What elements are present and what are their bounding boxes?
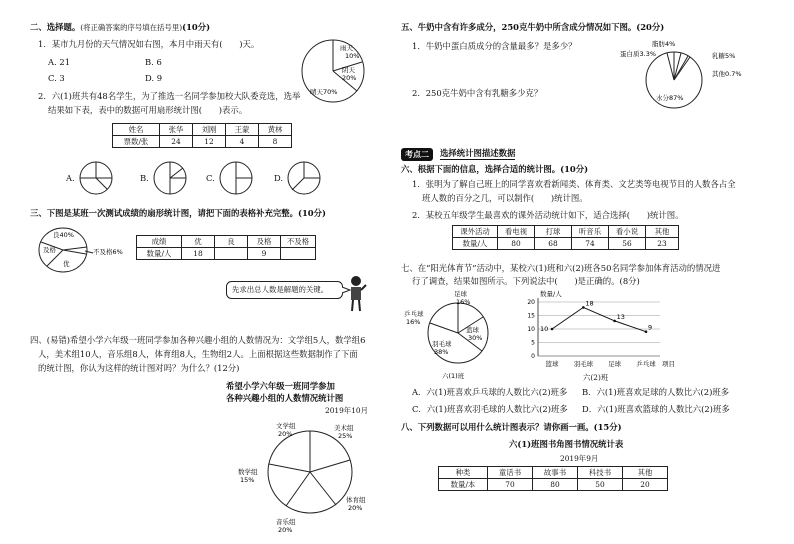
table-header-cell: 听音乐 bbox=[572, 226, 609, 238]
pie-label: 及格 bbox=[43, 246, 56, 254]
table-cell: 票数/张 bbox=[113, 136, 160, 148]
sec5-q2: 2．250克牛奶中含有乳糖多少克？ bbox=[412, 88, 543, 98]
table-header-cell: 科技书 bbox=[578, 467, 623, 479]
pie-caption: 六(1)班 bbox=[442, 372, 465, 380]
table-header-cell: 看电视 bbox=[498, 226, 535, 238]
table-cell: 数量/人 bbox=[453, 238, 498, 250]
table-cell: 8 bbox=[259, 136, 292, 148]
table-header-cell: 看小说 bbox=[609, 226, 646, 238]
sec2-q2-line2: 结果如下表，表中的数据可用扇形统计图( )表示。 bbox=[48, 105, 248, 115]
x-tick-label: 羽毛球 bbox=[573, 360, 594, 368]
sec8-title: 八、下列数据可以用什么统计图表示？请你画一画。(15分) bbox=[401, 422, 622, 432]
table-cell: 12 bbox=[193, 136, 226, 148]
milk-pie-chart bbox=[620, 38, 750, 110]
pie-label: 优 bbox=[63, 260, 70, 268]
pie-label: 体育组 bbox=[346, 496, 366, 504]
weather-pie-chart bbox=[300, 38, 366, 104]
pie-label: 其他0.7% bbox=[712, 70, 742, 78]
table-header-cell: 故事书 bbox=[533, 467, 578, 479]
pie-label: 20% bbox=[348, 504, 363, 512]
pie-label: 不及格6% bbox=[93, 248, 123, 256]
pie-label: 音乐组 bbox=[276, 518, 296, 526]
pie-label: 阴天 bbox=[342, 66, 355, 74]
sec7-opt-c[interactable]: C．六(1)班喜欢羽毛球的人数比六(2)班多 bbox=[412, 404, 568, 414]
series-line bbox=[552, 307, 646, 331]
data-label: 18 bbox=[585, 299, 594, 308]
sec4-chart-title2: 各种兴趣小组的人数情况统计图 bbox=[226, 393, 344, 403]
sec6-q1b: 班人数的百分之几，可以制作( )统计图。 bbox=[422, 193, 588, 203]
pie-label: 20% bbox=[278, 430, 293, 438]
table-cell: 18 bbox=[182, 248, 215, 260]
pie-label: 乒乓球 bbox=[404, 310, 424, 318]
x-tick-label: 篮球 bbox=[545, 360, 559, 368]
book-table bbox=[438, 466, 668, 491]
table-cell: 56 bbox=[609, 238, 646, 250]
sec2-title: 二、选择题。(将正确答案的序号填在括号里)(10分) bbox=[30, 22, 211, 32]
choice-c-label: C. bbox=[206, 173, 215, 183]
teacher-icon bbox=[346, 275, 366, 313]
table-header-cell: 张华 bbox=[160, 124, 193, 136]
table-cell: 68 bbox=[535, 238, 572, 250]
pie-label: 文学组 bbox=[276, 422, 296, 430]
table-cell: 23 bbox=[646, 238, 679, 250]
sec6-title: 六、根据下面的信息，选择合适的统计图。(10分) bbox=[401, 164, 589, 174]
y-tick-label: 15 bbox=[527, 312, 535, 320]
activity-table bbox=[452, 225, 679, 250]
sec2-q1-opt-b: B. 6 bbox=[145, 57, 162, 67]
topic-badge-title: 选择统计图描述数据 bbox=[440, 148, 516, 158]
data-point bbox=[613, 320, 616, 323]
pie-label: 30% bbox=[468, 334, 483, 342]
sec8-date: 2019年9月 bbox=[560, 454, 599, 463]
x-axis-label: 项目 bbox=[662, 360, 675, 368]
table-header-cell: 刘刚 bbox=[193, 124, 226, 136]
pie-label: 脂肪4% bbox=[652, 40, 676, 48]
table-cell: 20 bbox=[623, 479, 668, 491]
table-header-cell: 王蒙 bbox=[226, 124, 259, 136]
y-tick-label: 5 bbox=[531, 339, 535, 347]
sec3-title: 三、下图是某班一次测试成绩的扇形统计图，请把下面的表格补充完整。(10分) bbox=[30, 208, 326, 218]
pie-label: 羽毛球 bbox=[432, 340, 452, 348]
data-point bbox=[551, 328, 554, 331]
sec7-line2: 行了调查，结果如图所示。下列说法中( )是正确的。(8分) bbox=[412, 276, 640, 286]
y-tick-label: 0 bbox=[531, 353, 535, 360]
pie-label: 乳糖5% bbox=[712, 52, 736, 60]
table-header-cell: 姓名 bbox=[113, 124, 160, 136]
table-cell: 74 bbox=[572, 238, 609, 250]
table-cell[interactable] bbox=[281, 248, 316, 260]
table-header-cell: 其他 bbox=[646, 226, 679, 238]
table-cell: 4 bbox=[226, 136, 259, 148]
x-tick-label: 足球 bbox=[608, 360, 622, 368]
y-tick-label: 20 bbox=[527, 299, 535, 306]
table-header-cell: 良 bbox=[215, 236, 248, 248]
line-chart-caption: 六(2)班 bbox=[583, 373, 609, 382]
x-tick-label: 乒乓球 bbox=[636, 360, 656, 368]
table-header-cell: 打球 bbox=[535, 226, 572, 238]
table-header-cell: 及格 bbox=[248, 236, 281, 248]
pie-label: 25% bbox=[338, 432, 353, 440]
pie-label: 20% bbox=[278, 526, 293, 534]
choice-a-label: A. bbox=[66, 173, 75, 183]
pie-label: 10% bbox=[345, 52, 360, 60]
table-cell: 80 bbox=[498, 238, 535, 250]
table-header-cell: 黄林 bbox=[259, 124, 292, 136]
sec4-line1: 四、(易错)希望小学六年级一班同学参加各种兴趣小组的人数情况为：文学组5人，数学组6 bbox=[30, 335, 366, 345]
table-header-cell: 优 bbox=[182, 236, 215, 248]
sec4-line3: 的统计图，你认为这样的统计图对吗？为什么？(12分) bbox=[38, 363, 240, 373]
table-header-cell: 成绩 bbox=[137, 236, 182, 248]
sec7-opt-d[interactable]: D．六(1)班喜欢篮球的人数比六(2)班多 bbox=[582, 404, 730, 414]
data-point bbox=[645, 330, 648, 333]
sec4-chart-title1: 希望小学六年级一班同学参加 bbox=[226, 381, 335, 391]
pie-label: 水分87% bbox=[656, 94, 684, 102]
pie-label: 美术组 bbox=[334, 424, 354, 432]
table-header-cell: 不及格 bbox=[281, 236, 316, 248]
pie-label: 雨天 bbox=[340, 44, 353, 52]
sec6-q1a: 1．张明为了解自己班上的同学喜欢看新闻类、体育类、文艺类等电视节目的人数各占全 bbox=[412, 179, 736, 189]
sec2-q1-opt-a: A. 21 bbox=[48, 57, 71, 67]
data-label: 9 bbox=[648, 323, 653, 332]
sec4-date: 2019年10月 bbox=[325, 406, 368, 415]
table-header-cell: 其他 bbox=[623, 467, 668, 479]
choice-a-pie[interactable] bbox=[78, 160, 114, 196]
choice-b-pie[interactable] bbox=[152, 160, 188, 196]
table-cell: 70 bbox=[488, 479, 533, 491]
pie-label: 篮球 bbox=[466, 326, 479, 334]
pie-label: 足球 bbox=[454, 290, 467, 298]
table-cell: 80 bbox=[533, 479, 578, 491]
pie-label: 数学组 bbox=[238, 468, 258, 476]
table-cell: 50 bbox=[578, 479, 623, 491]
y-tick-label: 10 bbox=[527, 326, 535, 333]
pie-label: 15% bbox=[240, 476, 255, 484]
speech-text: 先求出总人数是解题的关键。 bbox=[232, 285, 329, 294]
pie-label: 20% bbox=[342, 74, 357, 82]
pie-label: 晴天70% bbox=[310, 88, 338, 96]
class2-line-chart bbox=[520, 290, 675, 380]
sec5-title: 五、牛奶中含有许多成分，250克牛奶中所含成分情况如下图。(20分) bbox=[401, 22, 665, 32]
score-table bbox=[136, 235, 316, 260]
pie-label: 蛋白质3.3% bbox=[620, 50, 657, 58]
sec2-q2-line1: 2．六(1)班共有48名学生，为了推选一名同学参加校大队委竞选，选举 bbox=[38, 91, 301, 101]
choice-b-label: B. bbox=[140, 173, 149, 183]
sec2-q1-opt-d: D. 9 bbox=[145, 73, 163, 83]
interest-pie-chart bbox=[238, 420, 376, 534]
vote-table bbox=[112, 123, 292, 148]
sec4-line2: 人，美术组10人，音乐组8人，体育组8人，生物组2人。上面根据这些数据制作了下面 bbox=[38, 349, 358, 359]
sec8-table-title: 六(1)班图书角图书情况统计表 bbox=[509, 439, 624, 449]
class1-pie-chart bbox=[404, 290, 505, 380]
table-cell[interactable] bbox=[215, 248, 248, 260]
data-label: 13 bbox=[616, 312, 625, 321]
sec2-q1-text: 1．某市九月份的天气情况如右图，本月中雨天有( )天。 bbox=[38, 39, 260, 49]
sec6-q2: 2．某校五年级学生最喜欢的课外活动统计如下，适合选择( )统计图。 bbox=[412, 210, 684, 220]
table-cell: 9 bbox=[248, 248, 281, 260]
topic-badge: 考点二 bbox=[401, 148, 433, 161]
table-cell: 数量/本 bbox=[439, 479, 488, 491]
table-header-cell: 童话书 bbox=[488, 467, 533, 479]
data-point bbox=[582, 306, 585, 309]
table-header-cell: 课外活动 bbox=[453, 226, 498, 238]
data-label: 10 bbox=[540, 325, 549, 333]
table-header-cell: 种类 bbox=[439, 467, 488, 479]
choice-d-pie[interactable] bbox=[286, 160, 322, 196]
sec7-opt-b[interactable]: B．六(1)班喜欢足球的人数比六(2)班多 bbox=[582, 387, 730, 397]
sec7-line1: 七、在“阳光体育节”活动中，某校六(1)班和六(2)班各50名同学参加体育活动的情况进 bbox=[401, 263, 721, 273]
table-cell: 24 bbox=[160, 136, 193, 148]
score-pie-chart bbox=[37, 226, 123, 274]
pie-label: 16% bbox=[456, 298, 471, 306]
sec2-q1-opt-c: C. 3 bbox=[48, 73, 65, 83]
y-axis-label: 数量/人 bbox=[540, 290, 562, 298]
pie-label: 良40% bbox=[53, 231, 74, 239]
sec7-opt-a[interactable]: A．六(1)班喜欢乒乓球的人数比六(2)班多 bbox=[412, 387, 568, 397]
sec5-q1: 1．牛奶中蛋白质成分的含量最多？是多少？ bbox=[412, 41, 577, 51]
choice-c-pie[interactable] bbox=[218, 160, 254, 196]
pie-label: 38% bbox=[434, 348, 449, 356]
table-cell: 数量/人 bbox=[137, 248, 182, 260]
choice-d-label: D. bbox=[274, 173, 284, 183]
pie-label: 16% bbox=[406, 318, 421, 326]
